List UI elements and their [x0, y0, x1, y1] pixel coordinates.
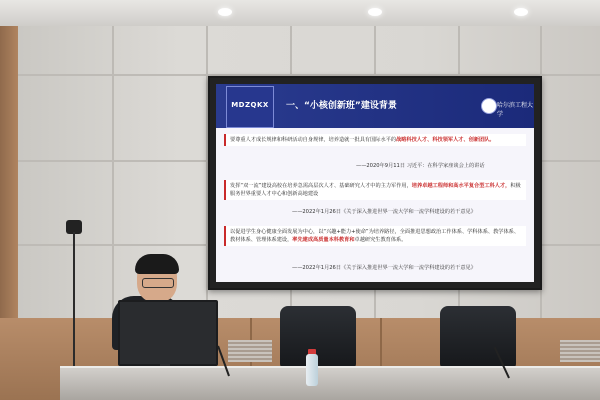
- presentation-slide: [216, 84, 534, 282]
- quote-text: 以促进学生身心健康全面发展为中心，以“兴趣+能力+使命”为培养路径，全面推进思想政治工作体系、学科体系、教学体系、教材体系、管理体系建设，: [230, 229, 520, 243]
- quote-block-3: [224, 226, 526, 246]
- quote-highlight: 战略科技人才、科技领军人才、创新团队。: [396, 137, 495, 143]
- university-name: 哈尔滨工程大学: [497, 102, 534, 118]
- ceiling-light: [368, 8, 382, 16]
- presenter-hair: [135, 254, 179, 274]
- quote-citation-2: ——2022年1月26日《关于深入推进世界一流大学和一流学科建设的若干意见》: [292, 209, 476, 215]
- desk-monitor: [118, 300, 218, 366]
- quote-citation-3: ——2022年1月26日《关于深入推进世界一流大学和一流学科建设的若干意见》: [292, 265, 476, 271]
- glasses-icon: [142, 278, 174, 288]
- ceiling-light: [218, 8, 232, 16]
- logo-icon: [226, 86, 274, 128]
- ceiling-light: [514, 8, 528, 16]
- chair: [440, 306, 516, 368]
- wall-vent: [228, 340, 272, 362]
- logo-text: MDZQKX: [231, 101, 269, 109]
- water-bottle: [306, 354, 318, 386]
- slide-header: [216, 84, 534, 128]
- wall-tile-line: [112, 26, 114, 326]
- slide-title: 一、“小核创新班”建设背景: [286, 101, 397, 111]
- display-screen: [208, 76, 542, 290]
- quote-highlight: 培养卓越工程师和高水平复合型工科人才，: [411, 183, 511, 189]
- quote-text: 卓越研究生教育体系。: [354, 237, 407, 243]
- quote-highlight: 率先建成高质量本科教育和: [292, 237, 355, 243]
- quote-text: 积极服务世界重要人才中心和创新高地建设: [230, 183, 521, 197]
- quote-text: 要尊重人才成长规律和科研活动自身规律，培养造就一批具有国际水平的: [230, 137, 397, 143]
- chair: [280, 306, 356, 368]
- tripod: [73, 232, 75, 382]
- ceiling: [0, 0, 600, 26]
- quote-block-1: [224, 134, 526, 146]
- quote-citation-1: ——2020年9月11日 习近平：在科学家座谈会上的讲话: [356, 163, 485, 169]
- wall-vent: [560, 340, 600, 362]
- desk: [60, 368, 600, 400]
- quote-block-2: [224, 180, 526, 200]
- quote-text: 发挥“双一流”建设高校在培养急需高层次人才、基础研究人才中的主力军作用，: [230, 183, 412, 189]
- university-emblem-icon: [481, 98, 497, 114]
